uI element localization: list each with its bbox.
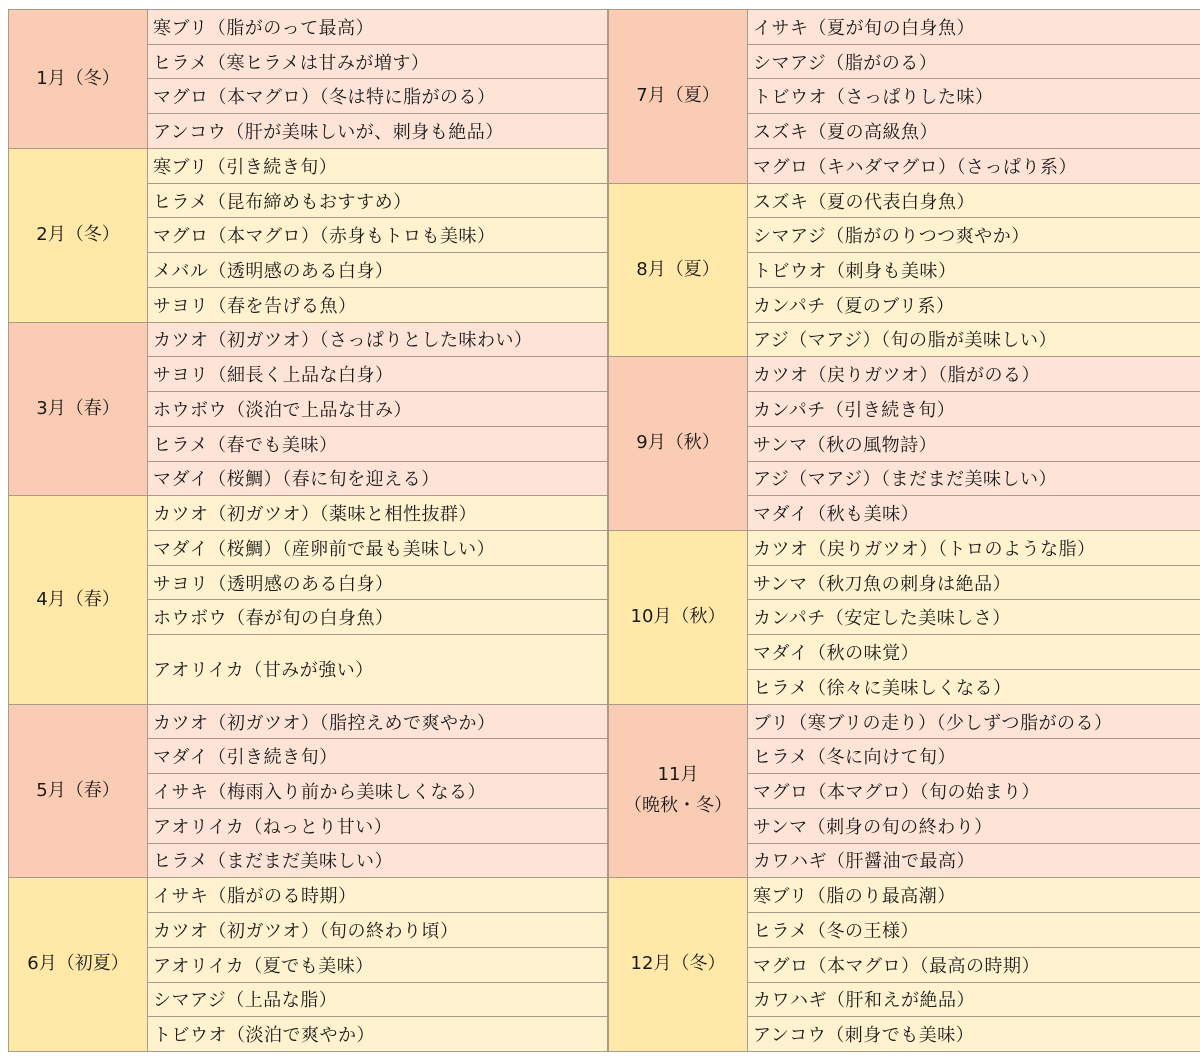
- fish-item: シマアジ（脂がのりつつ爽やか）: [748, 218, 1200, 253]
- month-label: 4月（春）: [36, 588, 120, 610]
- fish-item: ホウボウ（淡泊で上品な甘み）: [148, 392, 608, 427]
- month-sublabel: （晩秋・冬）: [624, 794, 732, 816]
- fish-item: イサキ（梅雨入り前から美味しくなる）: [148, 774, 608, 809]
- fish-item: マダイ（桜鯛）（春に旬を迎える）: [148, 462, 608, 497]
- fish-item: ヒラメ（冬の王様）: [748, 913, 1200, 948]
- month-label: 6月（初夏）: [27, 953, 129, 975]
- fish-item: アオリイカ（ねっとり甘い）: [148, 809, 608, 844]
- fish-item: ヒラメ（春でも美味）: [148, 427, 608, 462]
- fish-item: カツオ（戻りガツオ）（脂がのる）: [748, 357, 1200, 392]
- month-cell-may: [9, 705, 148, 879]
- fish-item: 寒ブリ（引き続き旬）: [148, 149, 608, 184]
- fish-item: トビウオ（刺身も美味）: [748, 253, 1200, 288]
- fish-item: アオリイカ（夏でも美味）: [148, 948, 608, 983]
- month-cell-oct: [609, 531, 748, 705]
- right-table: [608, 9, 1200, 1052]
- fish-item: イサキ（夏が旬の白身魚）: [748, 10, 1200, 45]
- fish-item: アンコウ（肝が美味しいが、刺身も絶品）: [148, 114, 608, 149]
- month-cell-dec: [609, 878, 748, 1052]
- fish-item: マダイ（秋の味覚）: [748, 635, 1200, 670]
- month-label: 7月（夏）: [636, 85, 720, 107]
- month-label: 3月（春）: [36, 397, 120, 419]
- fish-item: 寒ブリ（脂がのって最高）: [148, 10, 608, 45]
- left-table: [8, 9, 608, 1052]
- month-cell-jul: [609, 10, 748, 184]
- fish-item: アオリイカ（甘みが強い）: [148, 635, 608, 704]
- fish-item: 寒ブリ（脂のり最高潮）: [748, 878, 1200, 913]
- fish-item: ブリ（寒ブリの走り）（少しずつ脂がのる）: [748, 705, 1200, 740]
- fish-item: マダイ（秋も美味）: [748, 496, 1200, 531]
- month-cell-aug: [609, 184, 748, 358]
- month-label: 8月（夏）: [636, 258, 720, 280]
- fish-item: マグロ（本マグロ）（冬は特に脂がのる）: [148, 79, 608, 114]
- fish-item: サンマ（秋の風物詩）: [748, 427, 1200, 462]
- fish-item: ホウボウ（春が旬の白身魚）: [148, 600, 608, 635]
- month-cell-sep: [609, 357, 748, 531]
- fish-item: カンパチ（夏のブリ系）: [748, 288, 1200, 323]
- month-cell-jan: [9, 10, 148, 149]
- fish-item: カツオ（初ガツオ）（さっぱりとした味わい）: [148, 323, 608, 358]
- fish-item: ヒラメ（徐々に美味しくなる）: [748, 670, 1200, 705]
- fish-item: ヒラメ（まだまだ美味しい）: [148, 844, 608, 879]
- fish-item: マダイ（桜鯛）（産卵前で最も美味しい）: [148, 531, 608, 566]
- fish-item: カンパチ（引き続き旬）: [748, 392, 1200, 427]
- month-label: 9月（秋）: [636, 432, 720, 454]
- month-cell-mar: [9, 323, 148, 497]
- month-label: 11月: [657, 764, 699, 786]
- month-label: 2月（冬）: [36, 223, 120, 245]
- fish-item: サンマ（秋刀魚の刺身は絶品）: [748, 566, 1200, 601]
- fish-item: サンマ（刺身の旬の終わり）: [748, 809, 1200, 844]
- fish-item: サヨリ（細長く上品な白身）: [148, 357, 608, 392]
- fish-item: サヨリ（春を告げる魚）: [148, 288, 608, 323]
- fish-item: アジ（マアジ）（旬の脂が美味しい）: [748, 323, 1200, 358]
- fish-item: ヒラメ（冬に向けて旬）: [748, 739, 1200, 774]
- fish-item: カツオ（戻りガツオ）（トロのような脂）: [748, 531, 1200, 566]
- month-cell-apr: [9, 496, 148, 704]
- month-cell-feb: [9, 149, 148, 323]
- fish-item: マグロ（本マグロ）（旬の始まり）: [748, 774, 1200, 809]
- fish-item: スズキ（夏の高級魚）: [748, 114, 1200, 149]
- fish-item: カンパチ（安定した美味しさ）: [748, 600, 1200, 635]
- fish-item: マグロ（本マグロ）（赤身もトロも美味）: [148, 218, 608, 253]
- fish-item: マグロ（本マグロ）（最高の時期）: [748, 948, 1200, 983]
- fish-item: カツオ（初ガツオ）（薬味と相性抜群）: [148, 496, 608, 531]
- month-label: 5月（春）: [36, 779, 120, 801]
- fish-item: カワハギ（肝醤油で最高）: [748, 844, 1200, 879]
- month-cell-nov: [609, 705, 748, 879]
- fish-item: カツオ（初ガツオ）（旬の終わり頃）: [148, 913, 608, 948]
- fish-item: スズキ（夏の代表白身魚）: [748, 184, 1200, 219]
- fish-item: アンコウ（刺身でも美味）: [748, 1017, 1200, 1052]
- fish-item: シマアジ（上品な脂）: [148, 983, 608, 1018]
- fish-item: カツオ（初ガツオ）（脂控えめで爽やか）: [148, 705, 608, 740]
- fish-item: マダイ（引き続き旬）: [148, 739, 608, 774]
- fish-item: トビウオ（淡泊で爽やか）: [148, 1017, 608, 1052]
- month-label: 10月（秋）: [630, 606, 726, 628]
- fish-item: カワハギ（肝和えが絶品）: [748, 983, 1200, 1018]
- fish-item: マグロ（キハダマグロ）（さっぱり系）: [748, 149, 1200, 184]
- month-label: 12月（冬）: [630, 953, 726, 975]
- fish-item: ヒラメ（昆布締めもおすすめ）: [148, 184, 608, 219]
- fish-item: サヨリ（透明感のある白身）: [148, 566, 608, 601]
- month-cell-jun: [9, 878, 148, 1052]
- fish-item: シマアジ（脂がのる）: [748, 45, 1200, 80]
- fish-item: ヒラメ（寒ヒラメは甘みが増す）: [148, 45, 608, 80]
- fish-item: イサキ（脂がのる時期）: [148, 878, 608, 913]
- fish-item: トビウオ（さっぱりした味）: [748, 79, 1200, 114]
- fish-item: アジ（マアジ）（まだまだ美味しい）: [748, 462, 1200, 497]
- month-label: 1月（冬）: [36, 67, 120, 89]
- fish-item: メバル（透明感のある白身）: [148, 253, 608, 288]
